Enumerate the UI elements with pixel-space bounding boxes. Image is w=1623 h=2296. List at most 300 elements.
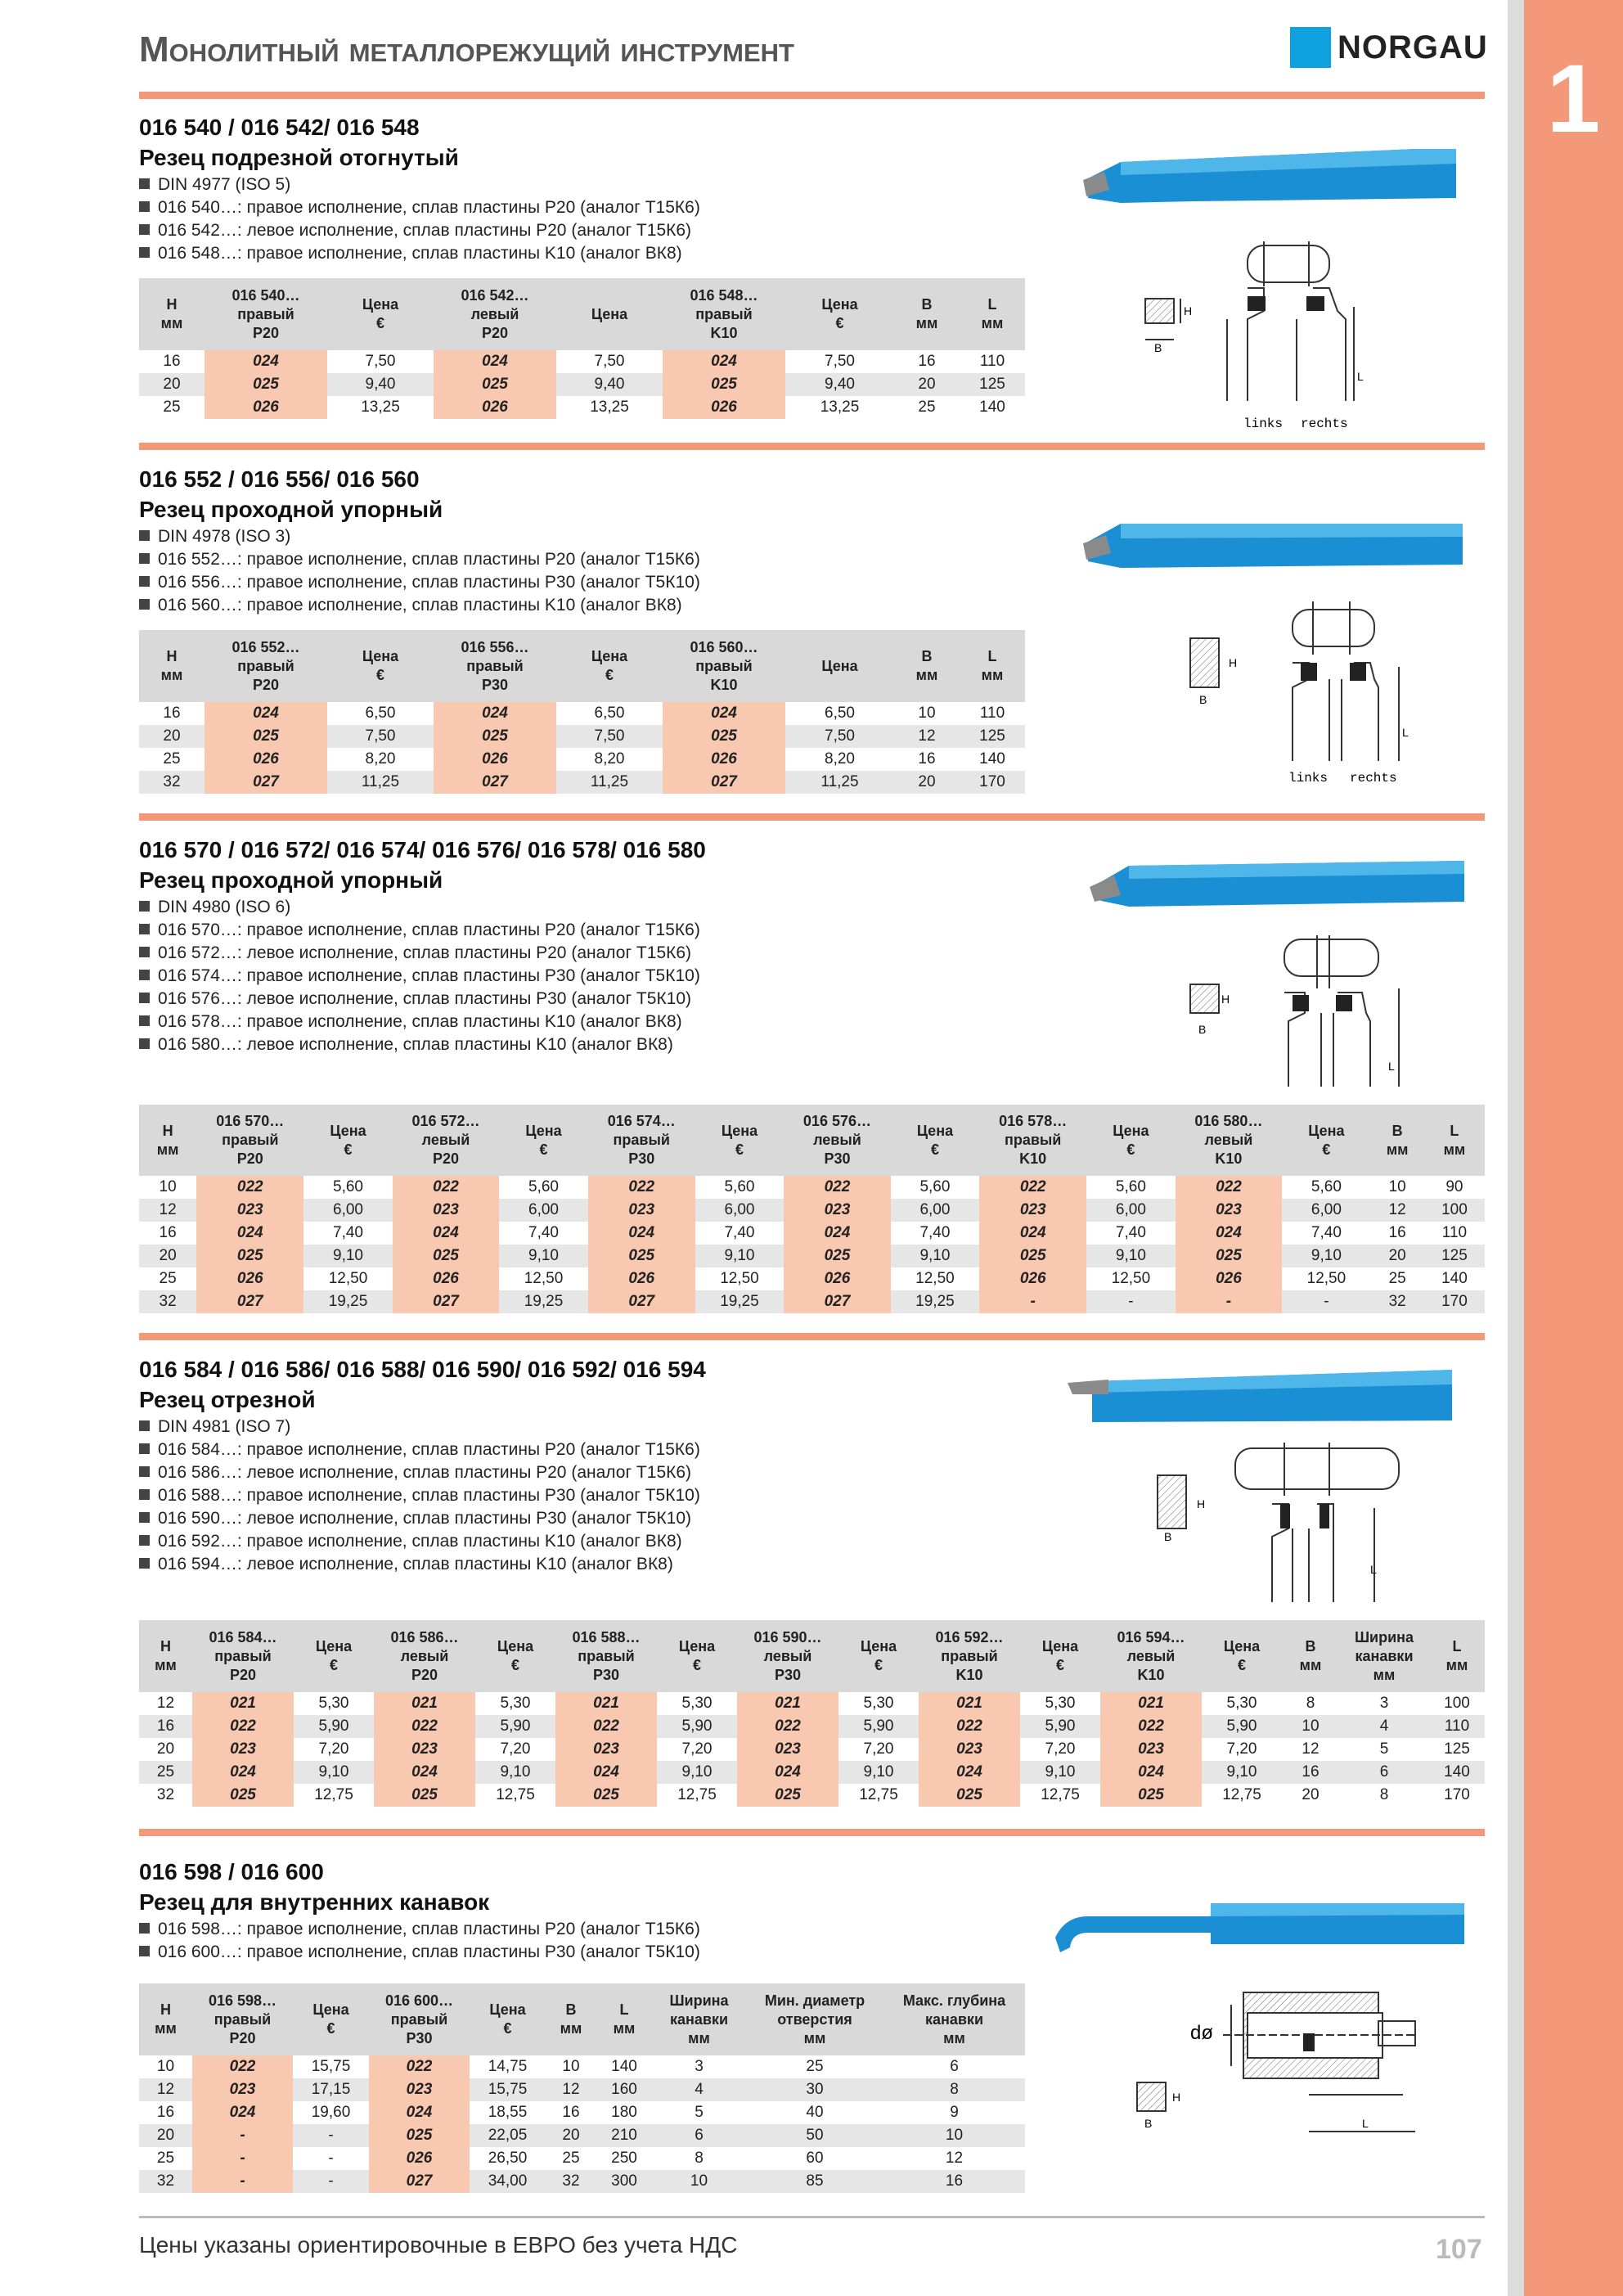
table-cell: 5,90 — [657, 1715, 737, 1738]
table-cell: 9,10 — [891, 1245, 979, 1267]
column-header — [205, 630, 327, 702]
article-code-cell: 024 — [196, 1222, 303, 1245]
table-cell: 140 — [611, 2058, 637, 2075]
table-cell: 12,50 — [328, 1270, 368, 1287]
bullet-item: 016 594…: левое исполнение, сплав пластины K10 (аналог ВК8) — [139, 1553, 706, 1576]
column-header-line: мм — [156, 1141, 179, 1158]
table-cell: 5,90 — [294, 1715, 374, 1738]
column-header-line: € — [375, 315, 384, 331]
article-code-cell: 025 — [192, 1784, 294, 1807]
column-header-line: P20 — [252, 324, 280, 341]
table-cell: 170 — [1444, 1786, 1470, 1803]
column-header-line: P20 — [229, 1666, 257, 1683]
column-header — [960, 278, 1025, 350]
table-row — [139, 1290, 1485, 1313]
article-code-cell: 022 — [374, 1715, 475, 1738]
table-cell: 16 — [163, 705, 181, 722]
column-header-line: левый — [1204, 1132, 1253, 1148]
column-header-line: H — [160, 2001, 171, 2018]
table-cell: - — [293, 2170, 369, 2193]
table-cell: 12,50 — [524, 1270, 564, 1287]
table-cell: 180 — [611, 2104, 637, 2121]
table-cell: 6 — [1339, 1761, 1429, 1784]
section-016-570 — [139, 835, 706, 1056]
table-cell: 10 — [652, 2170, 746, 2193]
article-code-cell: 024 — [555, 1761, 657, 1784]
table-cell: 170 — [1424, 1290, 1485, 1313]
page-title-text: Монолитный металлорежущий инструмент — [139, 29, 794, 70]
column-header-line: Ширина — [669, 1992, 729, 2009]
column-header — [883, 1983, 1025, 2055]
price-table — [139, 1983, 1025, 2193]
column-header-line: канавки — [924, 2010, 984, 2028]
article-code-cell: 022 — [1176, 1176, 1283, 1199]
article-code-cell: 026 — [369, 2147, 470, 2170]
dim-b: B — [1154, 341, 1162, 354]
table-cell: 25 — [139, 1761, 192, 1784]
column-header — [657, 1620, 737, 1692]
table-cell: 16 — [1388, 1224, 1406, 1241]
column-header-line: левый — [470, 305, 519, 322]
column-header-line: правый — [222, 1132, 279, 1148]
article-code-cell: 022 — [369, 2055, 470, 2078]
cutter-photo-5 — [1055, 1898, 1464, 1972]
table-cell: 32 — [1371, 1290, 1424, 1313]
table-cell: 5,30 — [1045, 1695, 1076, 1712]
table-row — [139, 1692, 1485, 1715]
column-header-line: левый — [763, 1647, 812, 1664]
dim-b: B — [1198, 1023, 1207, 1036]
column-header-line: 016 578… — [999, 1113, 1068, 1129]
table-cell: 6,00 — [303, 1199, 392, 1222]
table-cell: 5,90 — [1202, 1715, 1282, 1738]
table-cell: 90 — [1445, 1178, 1463, 1195]
column-header-line: P30 — [774, 1666, 802, 1683]
table-cell: 7,20 — [681, 1740, 713, 1758]
column-header-line: мм — [160, 667, 183, 683]
table-cell: 16 — [156, 2104, 175, 2121]
dim-h: H — [1172, 2091, 1181, 2104]
column-header-line: 016 588… — [572, 1628, 641, 1645]
column-header — [327, 278, 434, 350]
column-header — [556, 278, 663, 350]
column-header-line: 016 548… — [690, 286, 758, 304]
column-header-line: Цена — [525, 1122, 562, 1139]
table-cell: 5,90 — [1020, 1715, 1100, 1738]
column-header — [695, 1105, 784, 1176]
column-header-line: правый — [466, 657, 524, 674]
article-code-cell: 023 — [192, 1738, 294, 1761]
table-row — [139, 2147, 1025, 2170]
column-header-line: € — [539, 1141, 548, 1158]
article-code-cell: 023 — [784, 1199, 891, 1222]
column-header-line: отверстия — [777, 2010, 852, 2028]
dim-d: dø — [1190, 2022, 1214, 2044]
column-header-line: K10 — [1019, 1150, 1047, 1167]
square-bullet-icon — [139, 1946, 150, 1956]
table-cell: 8,20 — [825, 750, 855, 768]
column-header — [919, 1620, 1020, 1692]
article-code-cell: 027 — [196, 1290, 303, 1313]
cutter-drawing-1 — [1133, 237, 1378, 434]
column-header-line: € — [326, 2020, 335, 2037]
column-header — [1086, 1105, 1175, 1176]
column-header-line: H — [160, 1638, 171, 1654]
article-code-cell: 026 — [663, 396, 785, 419]
column-header-line: мм — [160, 315, 183, 331]
dim-l: L — [1370, 1563, 1377, 1576]
article-code-cell: 025 — [919, 1784, 1020, 1807]
bullet-item: 016 540…: правое исполнение, сплав пластины P20 (аналог Т15К6) — [139, 196, 700, 219]
table-header-row — [139, 1620, 1485, 1692]
table-cell: 20 — [894, 771, 960, 794]
table-cell: 9,10 — [1086, 1245, 1175, 1267]
article-code-cell: 024 — [1176, 1222, 1283, 1245]
column-header-line: Цена — [1113, 1122, 1149, 1139]
table-cell: 125 — [960, 373, 1025, 396]
table-header-row — [139, 1983, 1025, 2055]
article-code-cell: 024 — [588, 1222, 695, 1245]
price-table — [139, 1105, 1485, 1313]
bullet-item: 016 572…: левое исполнение, сплав пластины P20 (аналог Т15К6) — [139, 942, 706, 965]
table-row — [139, 373, 1025, 396]
article-code-cell: 024 — [737, 1761, 838, 1784]
article-code-cell: 026 — [205, 748, 327, 771]
column-header-line: мм — [803, 2029, 826, 2046]
label-rechts: rechts — [1301, 416, 1348, 431]
column-header-line: 016 586… — [390, 1628, 459, 1645]
table-cell: 7,20 — [863, 1740, 894, 1758]
article-code-cell: 026 — [434, 748, 556, 771]
section-code: 016 584 / 016 586/ 016 588/ 016 590/ 016 592/ 016 594 — [139, 1357, 706, 1382]
table-header-row — [139, 1105, 1485, 1176]
column-header — [294, 1620, 374, 1692]
article-code-cell: 026 — [663, 748, 785, 771]
table-cell: 5 — [695, 2104, 704, 2121]
table-cell: 5 — [1379, 1740, 1389, 1758]
column-header-line: мм — [1299, 1657, 1322, 1673]
article-code-cell: 023 — [369, 2078, 470, 2101]
table-cell: 60 — [806, 2150, 824, 2167]
column-header-line: 016 576… — [803, 1113, 871, 1129]
label-links: links — [1288, 771, 1329, 786]
column-header-line: мм — [688, 2029, 710, 2046]
page-number: 107 — [1436, 2234, 1482, 2265]
column-header-line: мм — [1373, 1666, 1396, 1683]
article-code-cell: 026 — [979, 1267, 1086, 1290]
table-cell: 13,25 — [820, 398, 860, 416]
table-cell: 19,60 — [311, 2104, 351, 2121]
logo-text: NORGAU — [1338, 29, 1488, 65]
table-cell: 5,30 — [1226, 1695, 1257, 1712]
cutter-photo-1 — [1072, 139, 1464, 217]
square-bullet-icon — [139, 901, 150, 912]
table-cell: 6 — [950, 2058, 959, 2075]
table-cell: 10 — [156, 2058, 175, 2075]
table-cell: 140 — [1429, 1761, 1485, 1784]
table-cell: 12,75 — [859, 1786, 898, 1803]
column-header-line: правый — [578, 1647, 635, 1664]
column-header — [192, 1983, 293, 2055]
cutter-drawing-5 — [1125, 1980, 1419, 2144]
column-header — [192, 1620, 294, 1692]
section-name: Резец отрезной — [139, 1387, 316, 1412]
table-cell: 125 — [1424, 1245, 1485, 1267]
table-cell: 25 — [1388, 1270, 1406, 1287]
table-cell: 10 — [918, 705, 936, 722]
column-header-line: 016 584… — [209, 1628, 277, 1645]
article-code-cell: - — [192, 2124, 293, 2147]
column-header-line: P30 — [481, 676, 509, 693]
article-code-cell: 025 — [737, 1784, 838, 1807]
table-cell: 20 — [139, 2124, 192, 2147]
square-bullet-icon — [139, 1489, 150, 1500]
table-cell: 9,40 — [327, 373, 434, 396]
section-name: Резец подрезной отогнутый — [139, 145, 459, 170]
table-cell: 5,90 — [838, 1715, 919, 1738]
bullet-item: DIN 4977 (ISO 5) — [139, 173, 700, 196]
table-cell: 12 — [1302, 1740, 1320, 1758]
table-cell: 110 — [979, 705, 1005, 722]
dim-l: L — [1388, 1060, 1395, 1073]
column-header-line: левый — [813, 1132, 861, 1148]
article-code-cell: - — [1176, 1290, 1283, 1313]
article-code-cell: 025 — [979, 1245, 1086, 1267]
table-cell: 12 — [156, 1695, 175, 1712]
table-cell: 7,50 — [594, 353, 625, 370]
column-header-line: P30 — [824, 1150, 851, 1167]
article-code-cell: 025 — [1176, 1245, 1283, 1267]
square-bullet-icon — [139, 224, 150, 235]
column-header — [1339, 1620, 1429, 1692]
table-row — [139, 1199, 1485, 1222]
article-code-cell: 027 — [369, 2170, 470, 2193]
section-016-584 — [139, 1355, 706, 1576]
article-code-cell: - — [979, 1290, 1086, 1313]
table-cell: 7,40 — [528, 1224, 559, 1241]
article-code-cell: 022 — [588, 1176, 695, 1199]
column-header-line: мм — [943, 2029, 965, 2046]
column-header-line: € — [375, 667, 384, 683]
table-cell: 100 — [1424, 1199, 1485, 1222]
column-header-line: L — [987, 296, 997, 313]
column-header-line: Цена — [489, 2001, 526, 2018]
column-header — [393, 1105, 500, 1176]
column-header-line: Цена — [721, 1122, 758, 1139]
column-header-line: € — [692, 1657, 701, 1673]
column-header-line: 016 598… — [208, 1992, 277, 2009]
table-cell: 9,10 — [303, 1245, 392, 1267]
table-cell: 9,10 — [1202, 1761, 1282, 1784]
column-header-line: канавки — [1355, 1647, 1414, 1664]
article-code-cell: 027 — [393, 1290, 500, 1313]
bullet-item: 016 580…: левое исполнение, сплав пластины K10 (аналог ВК8) — [139, 1033, 706, 1056]
column-header — [838, 1620, 919, 1692]
column-header-line: € — [1126, 1141, 1135, 1158]
column-header — [556, 630, 663, 702]
column-header-line: P30 — [592, 1666, 620, 1683]
table-cell: 250 — [611, 2150, 637, 2167]
column-header — [139, 278, 205, 350]
column-header — [555, 1620, 657, 1692]
table-cell: 10 — [562, 2058, 580, 2075]
column-header-line: € — [605, 667, 614, 683]
article-code-cell: 026 — [784, 1267, 891, 1290]
table-row — [139, 1784, 1485, 1807]
table-cell: 9,10 — [657, 1761, 737, 1784]
column-header — [891, 1105, 979, 1176]
table-cell: - — [293, 2124, 369, 2147]
bullet-item: 016 590…: левое исполнение, сплав пластины P30 (аналог Т5К10) — [139, 1507, 706, 1530]
table-cell: 3 — [1379, 1695, 1389, 1712]
article-code-cell: 025 — [434, 373, 556, 396]
column-header — [303, 1105, 392, 1176]
column-header-line: 016 580… — [1194, 1113, 1263, 1129]
table-cell: 9,10 — [499, 1245, 587, 1267]
table-cell: 8,20 — [594, 750, 625, 768]
column-header-line: мм — [915, 315, 938, 331]
table-cell: 34,00 — [470, 2170, 546, 2193]
dim-b: B — [1144, 2117, 1153, 2130]
column-header — [663, 278, 785, 350]
article-code-cell: 025 — [555, 1784, 657, 1807]
table-cell: 9,40 — [785, 373, 894, 396]
table-cell: 5,30 — [500, 1695, 531, 1712]
table-cell: 7,50 — [556, 725, 663, 748]
article-code-cell: 022 — [196, 1176, 303, 1199]
table-row — [139, 396, 1025, 419]
table-cell: 9,10 — [838, 1761, 919, 1784]
table-row — [139, 702, 1025, 725]
article-code-cell: 026 — [205, 396, 327, 419]
column-header-line: 016 552… — [232, 638, 300, 655]
column-header-line: 016 572… — [411, 1113, 480, 1129]
article-code-cell: 022 — [555, 1715, 657, 1738]
column-header-line: Макс. глубина — [902, 1992, 1006, 2009]
table-cell: 20 — [139, 373, 205, 396]
column-header-line: K10 — [710, 324, 738, 341]
section-code: 016 552 / 016 556/ 016 560 — [139, 466, 420, 492]
column-header-line: Цена — [362, 648, 399, 664]
bullet-item: 016 578…: правое исполнение, сплав пластины K10 (аналог ВК8) — [139, 1011, 706, 1033]
article-code-cell: 023 — [555, 1738, 657, 1761]
article-code-cell: 023 — [374, 1738, 475, 1761]
column-header — [1202, 1620, 1282, 1692]
price-table — [139, 630, 1025, 794]
dim-h: H — [1184, 304, 1193, 317]
section-016-598 — [139, 1857, 700, 1964]
divider-bar — [139, 92, 1485, 99]
article-code-cell: 026 — [588, 1267, 695, 1290]
column-header — [327, 630, 434, 702]
table-row — [139, 1761, 1485, 1784]
column-header — [293, 1983, 369, 2055]
article-code-cell: 024 — [979, 1222, 1086, 1245]
column-header — [663, 630, 785, 702]
article-code-cell: 025 — [1100, 1784, 1202, 1807]
table-cell: 16 — [883, 2170, 1025, 2193]
column-header — [746, 1983, 883, 2055]
table-cell: 11,25 — [556, 771, 663, 794]
table-cell: 5,90 — [475, 1715, 555, 1738]
table-cell: 8 — [695, 2150, 704, 2167]
column-header-line: B — [565, 2001, 577, 2018]
column-header-line: правый — [613, 1132, 670, 1148]
dim-l: L — [1362, 2117, 1369, 2130]
cutter-photo-3 — [1080, 843, 1472, 916]
column-header-line: правый — [237, 657, 294, 674]
column-header-line: € — [503, 2020, 512, 2037]
article-code-cell: 024 — [205, 702, 327, 725]
table-header-row — [139, 630, 1025, 702]
bullet-item: 016 574…: правое исполнение, сплав пластины P30 (аналог Т5К10) — [139, 965, 706, 988]
table-cell: 20 — [156, 1740, 175, 1758]
column-header — [652, 1983, 746, 2055]
table-cell: - — [328, 2150, 334, 2167]
column-header-line: Цена — [1308, 1122, 1345, 1139]
column-header-line: Цена — [821, 296, 858, 313]
table-cell: 4 — [652, 2078, 746, 2101]
section-016-552 — [139, 465, 700, 617]
article-code-cell: 022 — [192, 2055, 293, 2078]
article-code-cell: 021 — [555, 1692, 657, 1715]
table-row — [139, 2055, 1025, 2078]
column-header — [369, 1983, 470, 2055]
article-code-cell: 022 — [979, 1176, 1086, 1199]
table-cell: 7,40 — [1115, 1224, 1146, 1241]
table-cell: - — [1086, 1290, 1175, 1313]
table-cell: 12,50 — [1306, 1270, 1347, 1287]
column-header-line: Цена — [916, 1122, 954, 1139]
square-bullet-icon — [139, 1558, 150, 1569]
dim-h: H — [1221, 993, 1230, 1006]
column-header — [139, 1105, 196, 1176]
table-cell: 12,75 — [1041, 1786, 1080, 1803]
column-header — [470, 1983, 546, 2055]
column-header-line: € — [1055, 1657, 1064, 1673]
column-header-line: P20 — [229, 2029, 256, 2046]
price-table — [139, 1620, 1485, 1807]
table-cell: 9,10 — [1020, 1761, 1100, 1784]
column-header-line: B — [1305, 1638, 1316, 1654]
column-header — [588, 1105, 695, 1176]
article-code-cell: 023 — [192, 2078, 293, 2101]
column-header-line: мм — [1443, 1141, 1466, 1158]
table-cell: 7,20 — [318, 1740, 349, 1758]
column-header-line: 016 560… — [690, 638, 758, 655]
column-header-line: P30 — [406, 2029, 433, 2046]
column-header-line: правый — [1004, 1132, 1062, 1148]
section-name: Резец проходной упорный — [139, 497, 443, 522]
square-bullet-icon — [139, 1535, 150, 1546]
article-code-cell: 021 — [737, 1692, 838, 1715]
article-code-cell: 027 — [663, 771, 785, 794]
table-cell: 32 — [546, 2170, 596, 2193]
square-bullet-icon — [139, 599, 150, 610]
column-header-line: K10 — [1215, 1150, 1243, 1167]
column-header-line: P20 — [252, 676, 280, 693]
column-header-line: мм — [981, 667, 1004, 683]
table-cell: 12 — [945, 2150, 964, 2167]
bullet-item: 016 576…: левое исполнение, сплав пластины P30 (аналог Т5К10) — [139, 988, 706, 1011]
column-header-line: € — [1322, 1141, 1331, 1158]
column-header-line: канавки — [669, 2010, 729, 2028]
table-cell: 12 — [546, 2078, 596, 2101]
column-header — [596, 1983, 652, 2055]
article-code-cell: 021 — [919, 1692, 1020, 1715]
bullet-item: 016 560…: правое исполнение, сплав пластины K10 (аналог ВК8) — [139, 594, 700, 617]
table-cell: 4 — [1339, 1715, 1429, 1738]
